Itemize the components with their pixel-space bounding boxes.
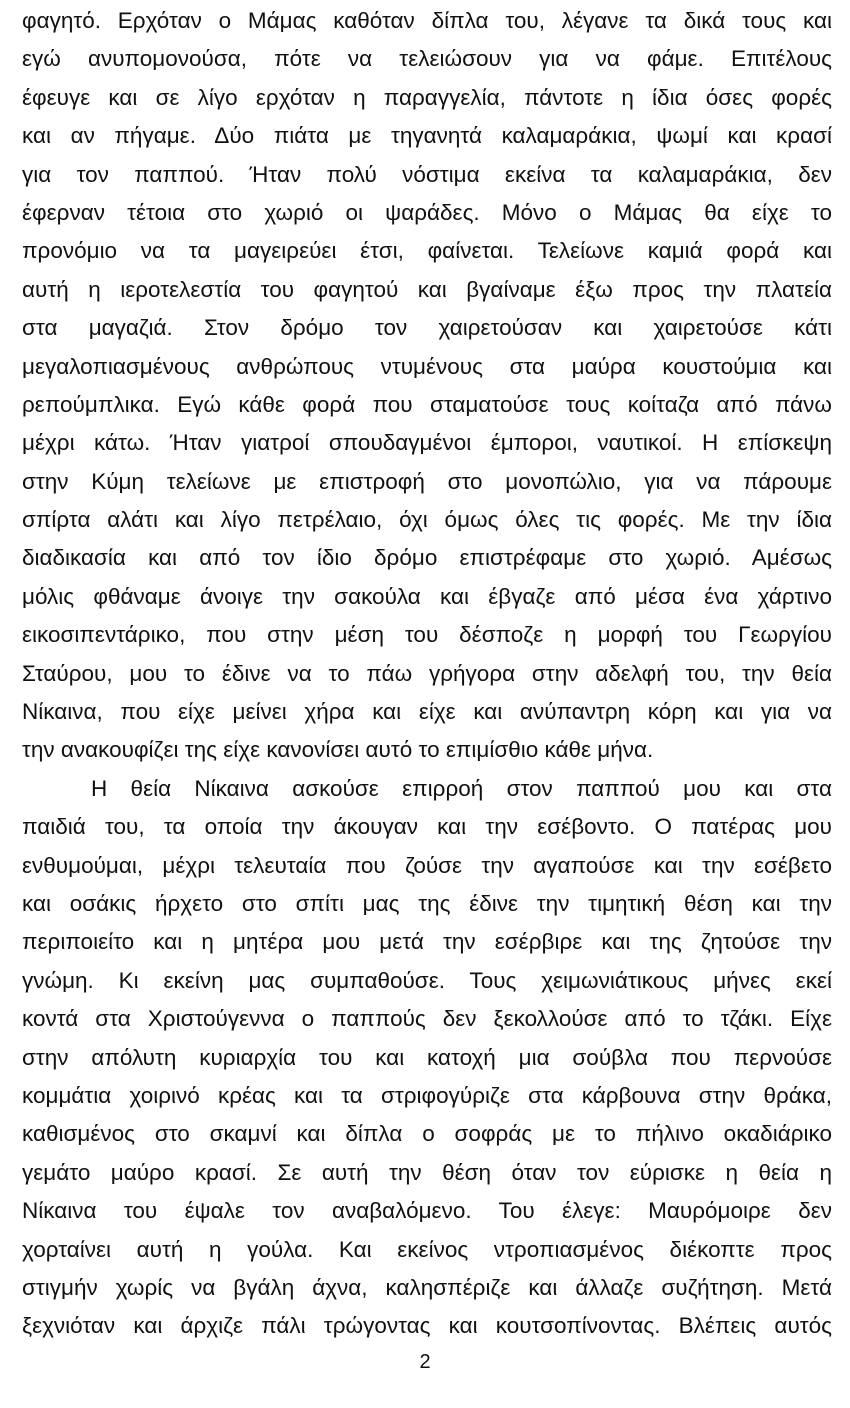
text-line: κομμάτια χοιρινό κρέας και τα στριφογύριζε στα κάρβουνα στην θράκα,	[22, 1082, 832, 1108]
text-line: ρεπούμπλικα. Εγώ κάθε φορά που σταματούσε τους κοίταζα από πάνω	[22, 391, 832, 417]
text-line: παιδιά του, τα οποία την άκουγαν και την εσέβοντο. Ο πατέρας μου	[22, 814, 832, 840]
text-line: ξεχνιόταν και άρχιζε πάλι τρώγοντας και κουτσοπίνοντας. Βλέπεις αυτός	[22, 1313, 832, 1339]
paragraph-end-line: την ανακουφίζει της είχε κανονίσει αυτό το επιμίσθιο κάθε μήνα.	[22, 737, 654, 763]
text-line: στιγμήν χωρίς να βγάλη άχνα, καλησπέριζε και άλλαζε συζήτηση. Μετά	[22, 1274, 832, 1300]
text-line: στα μαγαζιά. Στον δρόμο τον χαιρετούσαν και χαιρετούσε κάτι	[22, 315, 832, 341]
text-line: μέχρι κάτω. Ήταν γιατροί σπουδαγμένοι έμποροι, ναυτικοί. Η επίσκεψη	[22, 430, 832, 456]
text-line: καθισμένος στο σκαμνί και δίπλα ο σοφράς με το πήλινο οκαδιάρικο	[22, 1121, 832, 1147]
text-line: στην απόλυτη κυριαρχία του και κατοχή μια σούβλα που περνούσε	[22, 1044, 832, 1070]
text-line: και αν πήγαμε. Δύο πιάτα με τηγανητά καλαμαράκια, ψωμί και κρασί	[22, 123, 832, 149]
text-line: έφευγε και σε λίγο ερχόταν η παραγγελία, πάντοτε η ίδια όσες φορές	[22, 84, 832, 110]
text-line: Σταύρου, μου το έδινε να το πάω γρήγορα στην αδελφή του, την θεία	[22, 660, 832, 686]
text-line: διαδικασία και από τον ίδιο δρόμο επιστρέφαμε στο χωριό. Αμέσως	[22, 545, 832, 571]
text-line: Νίκαινα, που είχε μείνει χήρα και είχε και ανύπαντρη κόρη και για να	[22, 699, 832, 725]
text-line: σπίρτα αλάτι και λίγο πετρέλαιο, όχι όμως όλες τις φορές. Με την ίδια	[22, 507, 832, 533]
text-line: προνόμιο να τα μαγειρεύει έτσι, φαίνεται. Τελείωνε καμιά φορά και	[22, 238, 832, 264]
text-line: Νίκαινα του έψαλε τον αναβαλόμενο. Του έλεγε: Μαυρόμοιρε δεν	[22, 1198, 832, 1224]
text-line: για τον παππού. Ήταν πολύ νόστιμα εκείνα τα καλαμαράκια, δεν	[22, 161, 832, 187]
text-line: μεγαλοπιασμένους ανθρώπους ντυμένους στα μαύρα κουστούμια και	[22, 353, 832, 379]
text-line: στην Κύμη τελείωνε με επιστροφή στο μονοπώλιο, για να πάρουμε	[22, 468, 832, 494]
text-line: κοντά στα Χριστούγεννα ο παππούς δεν ξεκολλούσε από το τζάκι. Είχε	[22, 1006, 832, 1032]
text-line: αυτή η ιεροτελεστία του φαγητού και βγαίναμε έξω προς την πλατεία	[22, 276, 832, 302]
text-line: έφερναν τέτοια στο χωριό οι ψαράδες. Μόνο ο Μάμας θα είχε το	[22, 199, 832, 225]
text-line: χορταίνει αυτή η γούλα. Και εκείνος ντροπιασμένος διέκοπτε προς	[22, 1236, 832, 1262]
text-line: εικοσιπεντάρικο, που στην μέση του δέσποζε η μορφή του Γεωργίου	[22, 622, 832, 648]
page-number: 2	[419, 1351, 431, 1373]
text-line: και οσάκις ήρχετο στο σπίτι μας της έδινε την τιμητική θέση και την	[22, 890, 832, 916]
text-line: ενθυμούμαι, μέχρι τελευταία που ζούσε την αγαπούσε και την εσέβετο	[22, 852, 832, 878]
text-line: φαγητό. Ερχόταν ο Μάμας καθόταν δίπλα του, λέγανε τα δικά τους και	[22, 8, 832, 33]
text-line: γνώμη. Κι εκείνη μας συμπαθούσε. Τους χειμωνιάτικους μήνες εκεί	[22, 967, 832, 993]
text-line: μόλις φθάναμε άνοιγε την σακούλα και έβγαζε από μέσα ένα χάρτινο	[22, 583, 832, 609]
text-line: περιποιείτο και η μητέρα μου μετά την εσέρβιρε και της ζητούσε την	[22, 929, 832, 955]
body-text	[22, 2, 832, 1346]
paragraph-start-line: Η θεία Νίκαινα ασκούσε επιρροή στον παππού μου και στα	[91, 775, 832, 801]
text-line: γεμάτο μαύρο κρασί. Σε αυτή την θέση όταν τον εύρισκε η θεία η	[22, 1159, 832, 1185]
text-line: εγώ ανυπομονούσα, πότε να τελειώσουν για να φάμε. Επιτέλους	[22, 46, 832, 72]
